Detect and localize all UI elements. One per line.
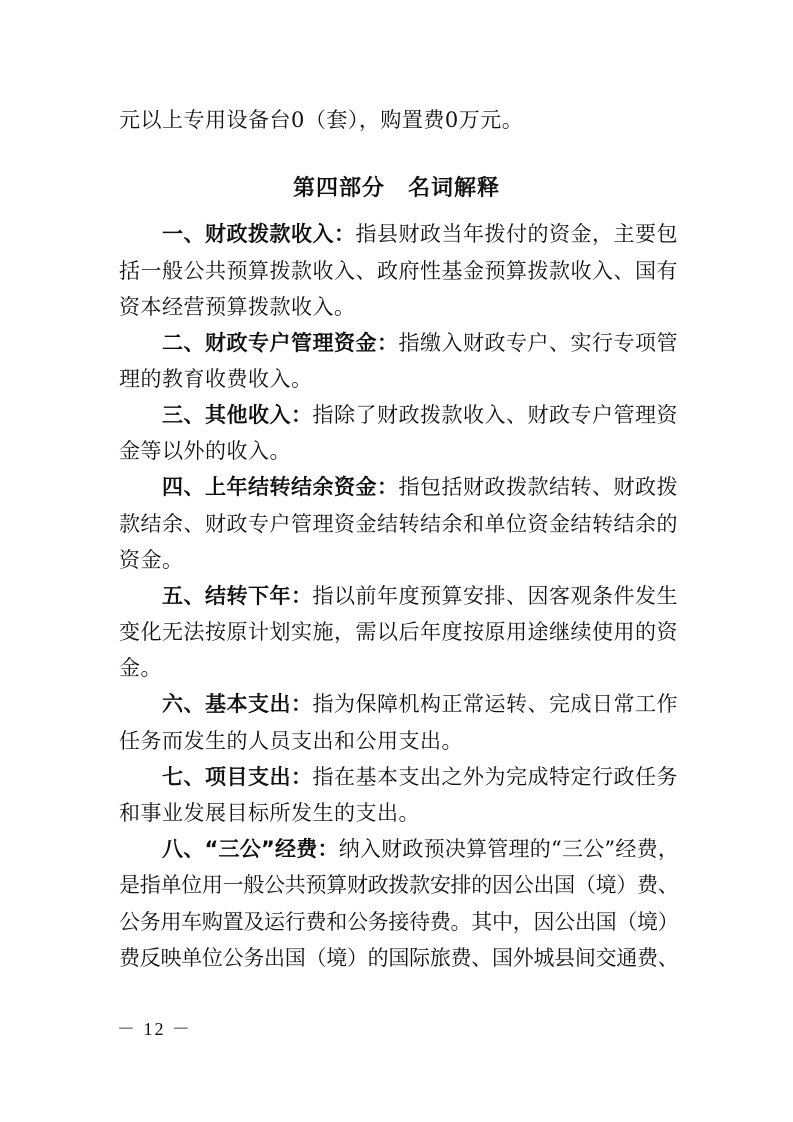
intro-line: 元以上专用设备台0（套），购置费0万元。 [119, 108, 524, 132]
definition-line: 括一般公共预算拨款收入、政府性基金预算拨款收入、国有 [119, 259, 678, 283]
page-number: － 12 － [117, 1019, 192, 1039]
definition-term: 一、财政拨款收入： [162, 222, 356, 246]
section-heading: 第四部分 名词解释 [292, 176, 500, 201]
definition-term: 三、其他收入： [162, 403, 313, 427]
definition-7-first-line [162, 767, 679, 788]
definition-2-first-line [162, 333, 679, 354]
definition-term: 四、上年结转结余资金： [162, 475, 399, 499]
definition-line: 金等以外的收入。 [119, 439, 291, 463]
definition-text: 指以前年度预算安排、因客观条件发生 [312, 584, 678, 608]
definition-term: 七、项目支出： [162, 765, 313, 789]
definition-text: 指缴入财政专户、实行专项管 [398, 331, 678, 355]
definition-4-first-line [162, 477, 679, 498]
definition-5-first-line [162, 586, 679, 607]
definition-line: 金。 [119, 656, 162, 680]
definition-term: 六、基本支出： [162, 692, 313, 716]
definition-line: 款结余、财政专户管理资金结转结余和单位资金结转结余的 [119, 512, 678, 536]
definition-8-first-line [162, 839, 679, 860]
definition-text: 纳入财政预决算管理的“三公”经费， [338, 837, 680, 861]
definition-term: 二、财政专户管理资金： [162, 331, 399, 355]
definition-1-first-line [162, 224, 679, 245]
definition-line: 理的教育收费收入。 [119, 367, 313, 391]
definition-text: 指为保障机构正常运转、完成日常工作 [312, 692, 678, 716]
definition-text: 指除了财政拨款收入、财政专户管理资 [312, 403, 678, 427]
definition-3-first-line [162, 405, 679, 426]
definition-line: 费反映单位公务出国（境）的国际旅费、国外城县间交通费、 [119, 946, 679, 970]
definition-6-first-line [162, 694, 679, 715]
definition-term: 五、结转下年： [162, 584, 313, 608]
definition-line: 资金。 [119, 548, 184, 572]
definition-line: 变化无法按原计划实施，需以后年度按原用途继续使用的资 [119, 620, 678, 644]
definition-line: 和事业发展目标所发生的支出。 [119, 801, 420, 825]
definition-line: 资本经营预算拨款收入。 [119, 295, 356, 319]
definition-text: 指包括财政拨款结转、财政拨 [398, 475, 678, 499]
definition-line: 是指单位用一般公共预算财政拨款安排的因公出国（境）费、 [119, 873, 679, 897]
definition-line: 公务用车购置及运行费和公务接待费。其中，因公出国（境） [119, 910, 679, 934]
definition-line: 任务而发生的人员支出和公用支出。 [119, 729, 463, 753]
definition-text: 指县财政当年拨付的资金，主要包 [355, 222, 678, 246]
definition-text: 指在基本支出之外为完成特定行政任务 [312, 765, 678, 789]
definition-term: 八、“三公”经费： [162, 837, 339, 861]
